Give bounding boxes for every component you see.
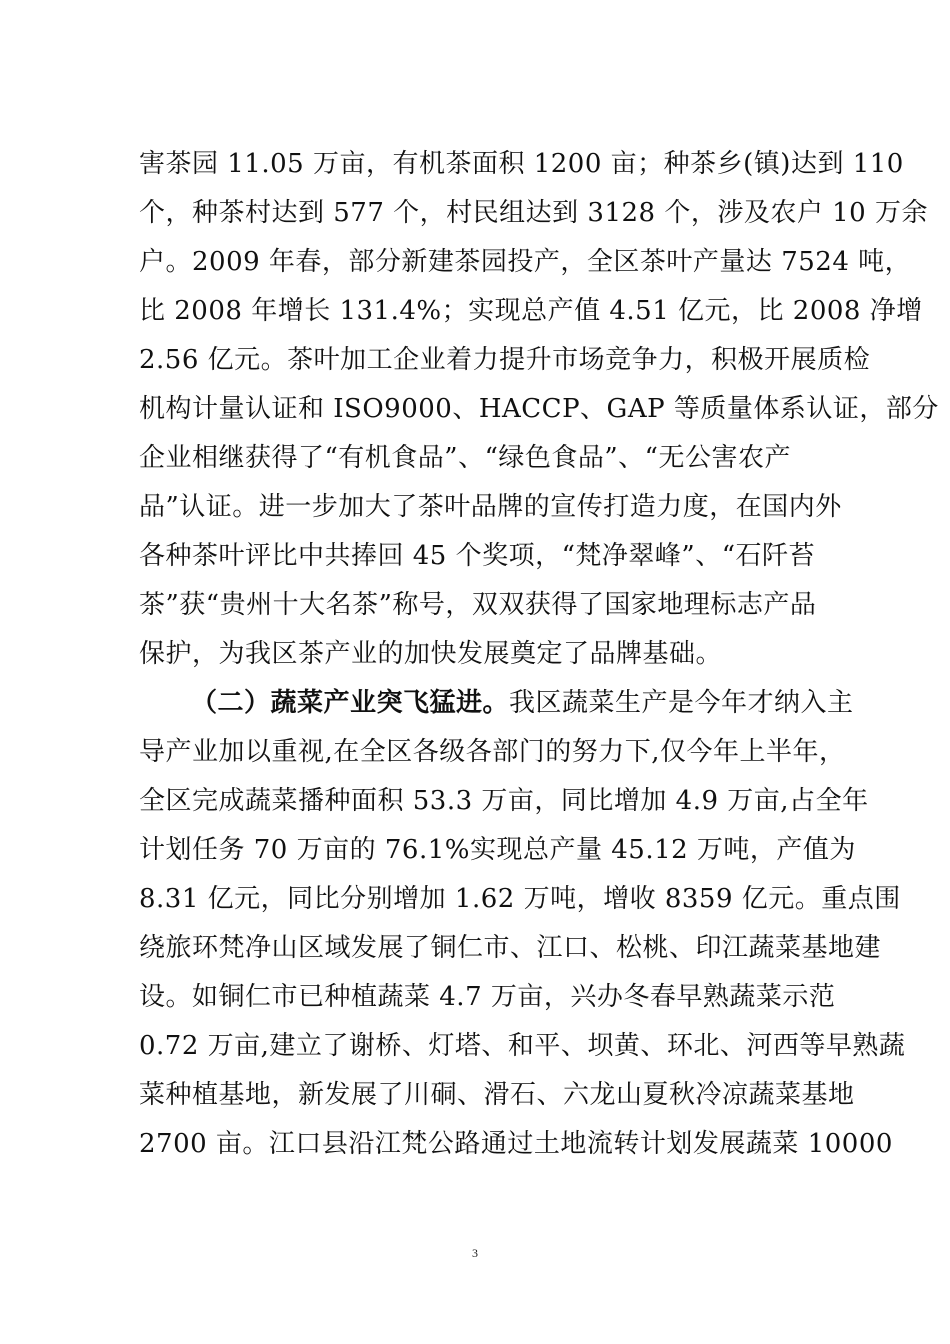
text-line: 绕旅环梵净山区域发展了铜仁市、江口、松桃、印江蔬菜基地建	[139, 933, 882, 963]
text-line: 计划任务 70 万亩的 76.1%实现总产量 45.12 万吨，产值为	[139, 835, 856, 865]
text-line: 个，种茶村达到 577 个，村民组达到 3128 个，涉及农户 10 万余	[139, 198, 928, 228]
text-line: 8.31 亿元，同比分别增加 1.62 万吨，增收 8359 亿元。重点围	[139, 884, 901, 914]
text-line: 茶”获“贵州十大名茶”称号，双双获得了国家地理标志产品	[139, 590, 817, 620]
page-number: 3	[472, 1246, 478, 1260]
text-line: 比 2008 年增长 131.4%；实现总产值 4.51 亿元，比 2008 净增	[139, 296, 923, 326]
text-span: 我区蔬菜生产是今年才纳入主	[509, 688, 854, 718]
text-line: 设。如铜仁市已种植蔬菜 4.7 万亩，兴办冬春早熟蔬菜示范	[139, 982, 836, 1012]
body-text	[139, 140, 939, 1169]
text-line: 导产业加以重视,在全区各级各部门的努力下,仅今年上半年，	[139, 737, 846, 767]
section-heading-line	[139, 679, 854, 728]
text-line: 品”认证。进一步加大了茶叶品牌的宣传打造力度，在国内外	[139, 492, 842, 522]
text-line: 2700 亩。江口县沿江梵公路通过土地流转计划发展蔬菜 10000	[139, 1129, 893, 1159]
text-line: 害茶园 11.05 万亩，有机茶面积 1200 亩；种茶乡(镇)达到 110	[139, 149, 904, 179]
text-line: 各种茶叶评比中共捧回 45 个奖项，“梵净翠峰”、“石阡苔	[139, 541, 815, 571]
text-line: 0.72 万亩,建立了谢桥、灯塔、和平、坝黄、环北、河西等早熟蔬	[139, 1031, 906, 1061]
text-line: 户。2009 年春，部分新建茶园投产，全区茶叶产量达 7524 吨，	[139, 247, 912, 277]
section-heading: （二）蔬菜产业突飞猛进。	[191, 688, 510, 718]
text-line: 企业相继获得了“有机食品”、“绿色食品”、“无公害农产	[139, 443, 791, 473]
text-line: 2.56 亿元。茶叶加工企业着力提升市场竞争力，积极开展质检	[139, 345, 871, 375]
text-line: 保护，为我区茶产业的加快发展奠定了品牌基础。	[139, 639, 723, 669]
text-line: 全区完成蔬菜播种面积 53.3 万亩，同比增加 4.9 万亩,占全年	[139, 786, 869, 816]
text-line: 机构计量认证和 ISO9000、HACCP、GAP 等质量体系认证，部分	[139, 394, 939, 424]
text-line: 菜种植基地，新发展了川硐、滑石、六龙山夏秋冷凉蔬菜基地	[139, 1080, 855, 1110]
